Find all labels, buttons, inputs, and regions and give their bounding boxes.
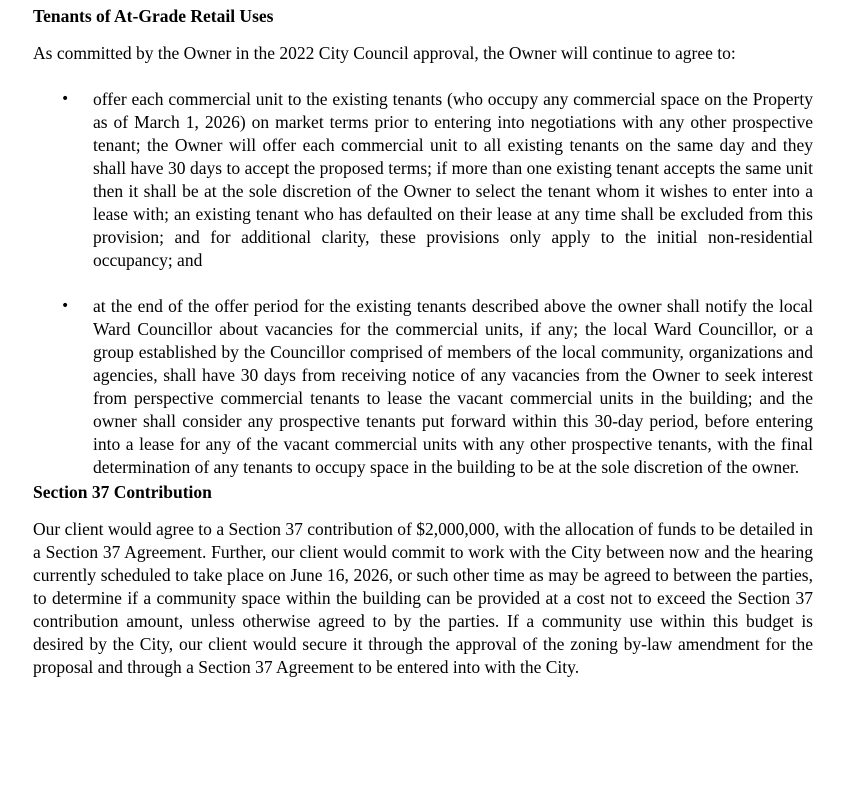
section-heading-retail: Tenants of At-Grade Retail Uses	[33, 6, 274, 26]
list-item	[33, 295, 813, 479]
list-item-text: at the end of the offer period for the existing tenants described above the owner shall notify the local Ward Councillor about vacancies for the commercial units, if any; the local Ward Councillor, or a group established by the Councillor comprised of members of the local community, organizations and agencies, shall have 30 days from receiving notice of any vacancies from the Owner to seek interest from perspective commercial tenants to lease the vacant commercial units in the building; and the owner shall consider any prospective tenants put forward within this 30-day period, before entering into a lease for any of the vacant commercial units with any other prospective tenants, with the final determination of any tenants to occupy space in the building to be at the sole discretion of the owner.	[93, 296, 813, 477]
s37-paragraph: Our client would agree to a Section 37 contribution of $2,000,000, with the allocation of funds to be detailed in a Section 37 Agreement. Further, our client would commit to work with the City between now and the hearing currently scheduled to take place on June 16, 2026, or such other time as may be agreed to between the parties, to determine if a community space within the building can be provided at a cost not to exceed the Section 37 contribution amount, unless otherwise agreed to by the parties. If a community use within this budget is desired by the City, our client would secure it through the approval of the zoning by-law amendment for the proposal and through a Section 37 Agreement to be entered into with the City.	[33, 519, 813, 677]
list-item	[33, 88, 813, 272]
bullet-icon: •	[61, 91, 70, 107]
intro-paragraph: As committed by the Owner in the 2022 City Council approval, the Owner will continue to agree to:	[33, 43, 736, 63]
list-item-text: offer each commercial unit to the existing tenants (who occupy any commercial space on the Property as of March 1, 2026) on market terms prior to entering into negotiations with any other prospective tenant; the Owner will offer each commercial unit to all existing tenants on the same day and they shall have 30 days to accept the proposed terms; if more than one existing tenant accepts the same unit then it shall be at the sole discretion of the Owner to select the tenant whom it wishes to enter into a lease with; an existing tenant who has defaulted on their lease at any time shall be excluded from this provision; and for additional clarity, these provisions only apply to the initial non-residential occupancy; and	[93, 89, 813, 270]
section-heading-s37: Section 37 Contribution	[33, 482, 212, 502]
commitments-list	[33, 88, 813, 479]
bullet-icon: •	[61, 298, 70, 314]
